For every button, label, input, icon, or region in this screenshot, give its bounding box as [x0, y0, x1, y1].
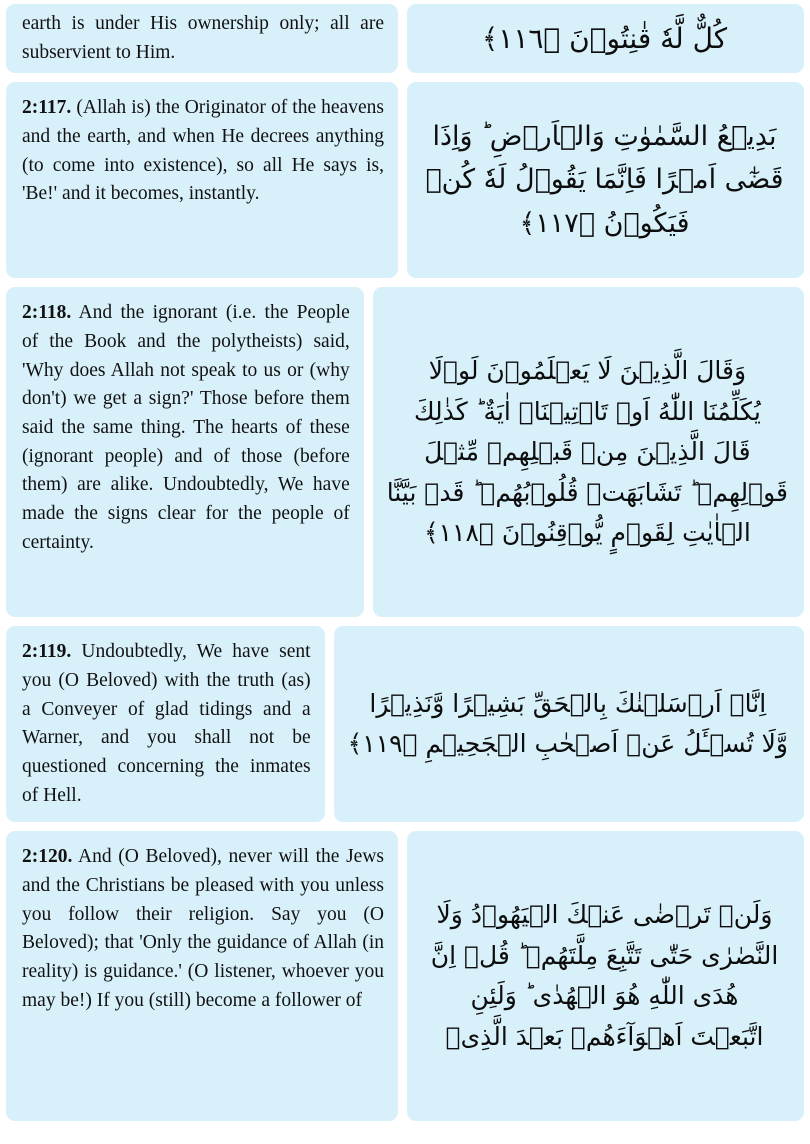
translation-cell	[6, 4, 398, 73]
translation-cell	[6, 82, 398, 278]
arabic-cell	[373, 287, 804, 617]
arabic-line: قَضٰٓى اَمۡرًا فَاِنَّمَا يَقُوۡلُ لَهٗ كُنۡ	[425, 164, 784, 196]
arabic-cell	[407, 4, 804, 73]
arabic-line: وَقَالَ الَّذِيۡنَ لَا يَعۡلَمُوۡنَ لَوۡلَا	[428, 356, 747, 386]
translation-text: And (O Beloved), never will the Jews and the Christians be pleased with you unless you follow their religion. Say you (O Beloved); that 'Only the guidance of Allah (in reality) is guidance.' (O listener, whoever you may be!) If you (still) become a follower of	[22, 846, 384, 1011]
translation-cell	[6, 626, 325, 822]
arabic-line: اتَّبَعۡتَ اَهۡوَآءَهُمۡ بَعۡدَ الَّذِىۡ	[445, 1021, 764, 1051]
arabic-line: النَّصٰرٰى حَتّٰى تَتَّبِعَ مِلَّتَهُمۡ ؕ قُلۡ اِنَّ	[430, 940, 779, 970]
arabic-line: اِنَّاۤ اَرۡسَلۡنٰكَ بِالۡحَقِّ بَشِيۡرًا وَّنَذِيۡرًا	[369, 688, 767, 718]
translation-cell	[6, 287, 364, 617]
arabic-line: قَالَ الَّذِيۡنَ مِنۡ قَبۡلِهِمۡ مِّثۡلَ	[424, 437, 751, 467]
arabic-cell	[334, 626, 804, 822]
arabic-line: الۡاٰيٰتِ لِقَوۡمٍ يُّوۡقِنُوۡنَ ﴿١١٨﴾	[423, 518, 751, 548]
arabic-line: كُلٌّ لَّهٗ قٰنِتُوۡنَ ﴿١١٦﴾	[481, 21, 728, 55]
verse-row	[6, 287, 804, 617]
translation-text: And the ignorant (i.e. the People of the Book and the polytheists) said, 'Why does Allah not speak to us or (why don't) we get a sign?' Those before them said the same thing. The hearts of these (ignorant people) and of those (before them) are alike. Undoubtedly, We have made the signs clear for the people of certainty.	[22, 302, 350, 553]
verse-reference: 2:118.	[22, 302, 72, 324]
arabic-line: بَدِيۡعُ السَّمٰوٰتِ وَالۡاَرۡضِ ؕ وَاِذَا	[432, 120, 777, 152]
verse-reference: 2:119.	[22, 641, 72, 663]
verse-row	[6, 82, 804, 278]
translation-cell	[6, 831, 398, 1121]
translation-text: Undoubtedly, We have sent you (O Beloved) with the truth (as) a Conveyer of glad tidings and a Warner, and you shall not be questioned concerning the inmates of Hell.	[22, 641, 311, 806]
arabic-line: فَيَكُوۡنُ ﴿١١٧﴾	[519, 208, 690, 240]
arabic-line: يُكَلِّمُنَا اللّٰهُ اَوۡ تَاۡتِيۡنَاۤ اٰيَةٌ ؕ كَذٰلِكَ	[413, 396, 761, 426]
arabic-cell	[407, 831, 804, 1121]
arabic-cell	[407, 82, 804, 278]
arabic-line: وَلَنۡ تَرۡضٰى عَنۡكَ الۡيَهُوۡدُ وَلَا	[436, 900, 773, 930]
verse-row	[6, 4, 804, 73]
verse-reference: 2:117.	[22, 97, 72, 119]
arabic-line: قَوۡلِهِمۡ ؕ تَشَابَهَتۡ قُلُوۡبُهُمۡ ؕ قَدۡ بَيَّنَّا	[386, 477, 788, 507]
translation-text: (Allah is) the Originator of the heavens and the earth, and when He decrees anything (to come into existence), so all He says is, 'Be!' and it becomes, instantly.	[22, 97, 384, 205]
verse-row	[6, 831, 804, 1121]
arabic-line: هُدَى اللّٰهِ هُوَ الۡهُدٰى ؕ وَلَئِنِ	[470, 981, 739, 1011]
verse-row	[6, 626, 804, 822]
arabic-line: وَّلَا تُسۡـَٔلُ عَنۡ اَصۡحٰبِ الۡجَحِيۡمِ ﴿١١٩﴾	[347, 729, 788, 759]
translation-text: earth is under His ownership only; all are subservient to Him.	[22, 13, 384, 63]
verse-reference: 2:120.	[22, 846, 73, 868]
